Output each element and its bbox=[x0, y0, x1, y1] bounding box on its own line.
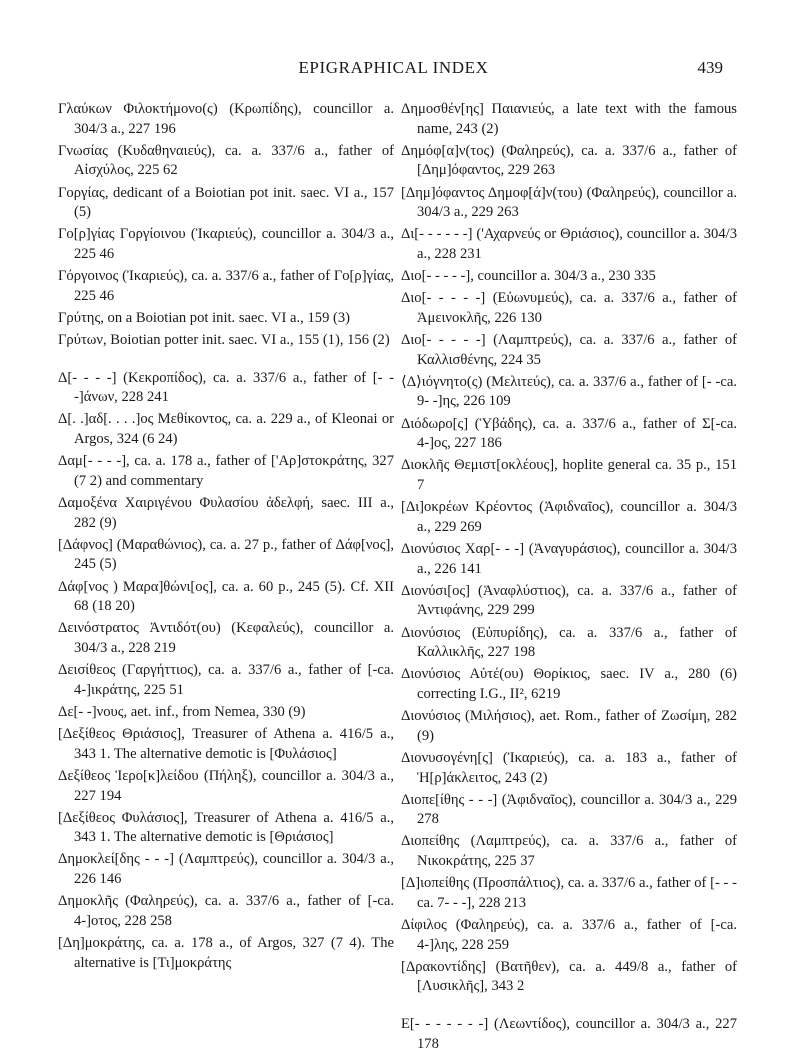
index-entry: [Δι]οκρέων Κρέοντος (Ἀφιδναῖος), councillor a. 304/3 a., 229 269 bbox=[401, 499, 737, 535]
index-entry: Γόργοινος (Ἰκαριεύς), ca. a. 337/6 a., father of Γο[ρ]γίας, 225 46 bbox=[58, 268, 394, 304]
index-entry: Δαμ[- - - -], ca. a. 178 a., father of ['Αρ]στοκράτης, 327 (7 2) and commentary bbox=[58, 453, 394, 489]
page-number: 439 bbox=[697, 58, 723, 77]
index-entry: Δε[- -]νους, aet. inf., from Nemea, 330 (9) bbox=[58, 703, 306, 720]
index-entry: Γοργίας, dedicant of a Boiotian pot init. saec. VI a., 157 (5) bbox=[58, 184, 394, 221]
index-entry: Διονύσιος (Εὐπυρίδης), ca. a. 337/6 a., father of Καλλικλῆς, 227 198 bbox=[401, 624, 737, 661]
page-header bbox=[0, 58, 787, 84]
index-entry: ⟨Δ⟩ιόγνητο(ς) (Μελιτεύς), ca. a. 337/6 a., father of [- -ca. 9- -]ης, 226 109 bbox=[401, 373, 737, 410]
index-entry: Διονύσιος Χαρ[- - -] (Ἀναγυράσιος), councillor a. 304/3 a., 226 141 bbox=[401, 541, 737, 577]
index-entry: Διο[- - - - -], councillor a. 304/3 a., 230 335 bbox=[401, 268, 656, 285]
index-entry: Δ[- - - -] (Κεκροπίδος), ca. a. 337/6 a., father of [- - -]άνων, 228 241 bbox=[58, 369, 394, 406]
right-column bbox=[401, 100, 737, 1057]
index-entry: [Δ]ιοπείθης (Προσπάλτιος), ca. a. 337/6 a., father of [- - -ca. 7- - -], 228 213 bbox=[401, 875, 737, 911]
index-entry: Δημόφ[α]ν(τος) (Φαληρεύς), ca. a. 337/6 a., father of [Δημ]όφαντος, 229 263 bbox=[401, 142, 737, 179]
index-entry: Γρύτης, on a Boiotian pot init. saec. VI a., 159 (3) bbox=[58, 309, 351, 326]
index-entry: Δι[- - - - - -] ('Αχαρνεύς or Θριάσιος), councillor a. 304/3 a., 228 231 bbox=[401, 226, 737, 262]
index-entry: Διοκλῆς Θεμιστ[οκλέους], hoplite general ca. 35 p., 151 7 bbox=[401, 457, 737, 494]
index-entry: Δεισίθεος (Γαργήττιος), ca. a. 337/6 a., father of [-ca. 4-]ικράτης, 225 51 bbox=[58, 662, 394, 698]
index-entry: [Δρακοντίδης] (Βατῆθεν), ca. a. 449/8 a., father of [Λυσικλῆς], 343 2 bbox=[401, 958, 737, 995]
index-entry: [Δεξίθεος Θριάσιος], Treasurer of Athena a. 416/5 a., 343 1. The alternative demotic is [Φυλάσιος] bbox=[58, 726, 394, 762]
index-entry: Διόδωρο[ς] (Ὑβάδης), ca. a. 337/6 a., father of Σ[-ca. 4-]ος, 227 186 bbox=[401, 415, 737, 452]
index-entry: Διονυσογένη[ς] (Ἰκαριεύς), ca. a. 183 a., father of Ἡ[ρ]άκλειτος, 243 (2) bbox=[401, 749, 737, 786]
index-entry: Διο[- - - - -] (Εὐωνυμεύς), ca. a. 337/6 a., father of Ἀμεινοκλῆς, 226 130 bbox=[401, 290, 737, 326]
index-entry: [Δεξίθεος Φυλάσιος], Treasurer of Athena a. 416/5 a., 343 1. The alternative demotic is [Θριάσιος] bbox=[58, 809, 394, 846]
index-entry: Διοπείθης (Λαμπτρεύς), ca. a. 337/6 a., father of Νικοκράτης, 225 37 bbox=[401, 833, 737, 870]
left-column bbox=[58, 100, 394, 976]
index-entry: Δημοσθέν[ης] Παιανιεύς, a late text with the famous name, 243 (2) bbox=[401, 101, 737, 137]
index-entry: [Δη]μοκράτης, ca. a. 178 a., of Argos, 327 (7 4). The alternative is [Τι]μοκράτης bbox=[58, 935, 394, 971]
index-entry: Δαμοξένα Χαιριγένου Φυλασίου ἀδελφή, saec. III a., 282 (9) bbox=[58, 495, 394, 531]
running-title: EPIGRAPHICAL INDEX bbox=[298, 58, 489, 77]
index-entry: Δεξίθεος Ἱερο[κ]λείδου (Πήληξ), councillor a. 304/3 a., 227 194 bbox=[58, 767, 394, 804]
index-entry: Ε[- - - - - - -] (Λεωντίδος), councillor a. 304/3 a., 227 178 bbox=[401, 1016, 737, 1052]
index-entry: Γλαύκων Φιλοκτήμονο(ς) (Κρωπίδης), councillor a. 304/3 a., 227 196 bbox=[58, 101, 394, 137]
index-entry: Διονύσιος (Μιλήσιος), aet. Rom., father of Ζωσίμη, 282 (9) bbox=[401, 708, 737, 744]
index-entry: Δημοκλεί[δης - - -] (Λαμπτρεύς), councillor a. 304/3 a., 226 146 bbox=[58, 851, 394, 888]
index-entry: Διοπε[ίθης - - -] (Ἀφιδναῖος), councillor a. 304/3 a., 229 278 bbox=[401, 791, 737, 828]
index-entry: Διο[- - - - -] (Λαμπτρεύς), ca. a. 337/6 a., father of Καλλισθένης, 224 35 bbox=[401, 332, 737, 368]
index-entry: Δίφιλος (Φαληρεύς), ca. a. 337/6 a., father of [-ca. 4-]λης, 228 259 bbox=[401, 917, 737, 953]
index-entry: Δάφ[νος ) Μαρα]θώνι[ος], ca. a. 60 p., 245 (5). Cf. XII 68 (18 20) bbox=[58, 578, 394, 615]
index-entry: Γνωσίας (Κυδαθηναιεύς), ca. a. 337/6 a., father of Αἰσχύλος, 225 62 bbox=[58, 142, 394, 179]
index-entry: Γρύτων, Boiotian potter init. saec. VI a., 155 (1), 156 (2) bbox=[58, 332, 390, 349]
index-entry: Δ[. .]αδ[. . . .]ος Μεθίκοντος, ca. a. 229 a., of Kleonai or Argos, 324 (6 24) bbox=[58, 411, 394, 448]
index-entry: Δεινόστρατος Ἀντιδότ(ου) (Κεφαλεύς), councillor a. 304/3 a., 228 219 bbox=[58, 620, 394, 656]
index-entry: Διονύσιος Αὐτέ(ου) Θορίκιος, saec. IV a., 280 (6) correcting I.G., II², 6219 bbox=[401, 666, 737, 702]
index-entry: [Δημ]όφαντος Δημοφ[ά]ν(του) (Φαληρεύς), councillor a. 304/3 a., 229 263 bbox=[401, 184, 737, 221]
index-entry: Γο[ρ]γίας Γοργίοινου (Ἰκαριεύς), councillor a. 304/3 a., 225 46 bbox=[58, 226, 394, 262]
index-entry: [Δάφνος] (Μαραθώνιος), ca. a. 27 p., father of Δάφ[νος], 245 (5) bbox=[58, 536, 394, 573]
index-entry: Διονύσι[ος] (Ἀναφλύστιος), ca. a. 337/6 a., father of Ἀντιφάνης, 229 299 bbox=[401, 582, 737, 619]
index-entry: Δημοκλῆς (Φαληρεύς), ca. a. 337/6 a., father of [-ca. 4-]οτος, 228 258 bbox=[58, 893, 394, 929]
